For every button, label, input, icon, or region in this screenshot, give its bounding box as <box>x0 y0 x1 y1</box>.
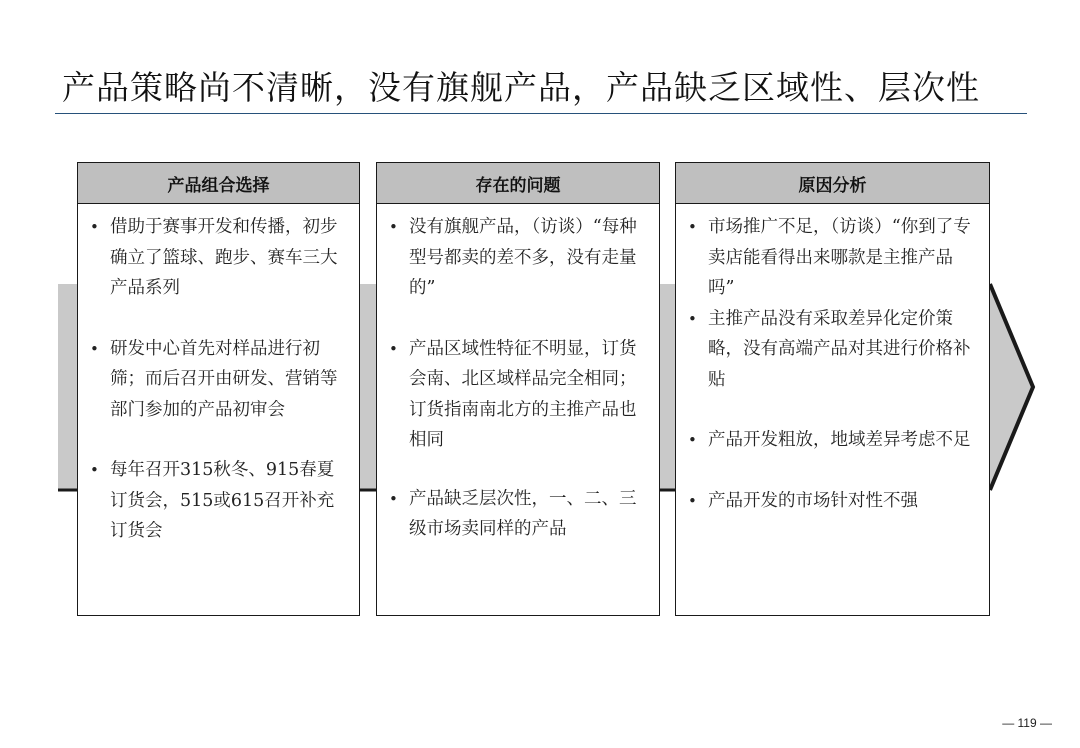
bullet-item <box>387 484 647 545</box>
page-title: 产品策略尚不清晰，没有旗舰产品，产品缺乏区域性、层次性 <box>62 68 980 107</box>
bullet-icon: • <box>90 461 99 479</box>
bullet-item <box>88 334 347 426</box>
column-body <box>78 204 359 547</box>
bullet-text: 每年召开315秋冬、915春夏订货会，515或615召开补充订货会 <box>110 460 335 541</box>
bullet-text: 研发中心首先对样品进行初筛；而后召开由研发、营销等部门参加的产品初审会 <box>110 338 338 420</box>
bullet-text: 产品区域性特征不明显，订货会南、北区域样品完全相同；订货指南南北方的主推产品也相同 <box>409 338 637 450</box>
bullet-item <box>686 425 977 456</box>
bullet-item <box>88 212 347 304</box>
bullet-icon: • <box>688 491 697 510</box>
bullet-item <box>387 334 647 456</box>
column-header: 存在的问题 <box>377 163 659 204</box>
bullet-item <box>387 212 647 304</box>
bullet-item <box>686 486 977 517</box>
bullet-text: 产品开发的市场针对性不强 <box>708 490 918 511</box>
column-problems <box>376 162 660 616</box>
page-number: — 119 — <box>1002 716 1052 730</box>
bullet-icon: • <box>90 339 99 358</box>
column-header: 产品组合选择 <box>78 163 359 204</box>
column-body <box>377 204 659 545</box>
bullet-text: 产品开发粗放，地域差异考虑不足 <box>708 430 971 450</box>
column-body <box>676 204 989 516</box>
bullet-item <box>88 455 347 547</box>
bullet-text: 主推产品没有采取差异化定价策略，没有高端产品对其进行价格补贴 <box>708 308 971 390</box>
bullet-text: 产品缺乏层次性，一、二、三级市场卖同样的产品 <box>409 488 637 539</box>
bullet-icon: • <box>688 309 697 328</box>
bullet-item <box>686 304 977 396</box>
bullet-text: 市场推广不足，（访谈）“你到了专卖店能看得出来哪款是主推产品吗” <box>708 217 971 298</box>
column-cause-analysis <box>675 162 990 616</box>
bullet-item <box>686 212 977 304</box>
bullet-icon: • <box>389 489 398 508</box>
bullet-icon: • <box>90 218 99 236</box>
bullet-icon: • <box>688 218 697 236</box>
bullet-icon: • <box>389 339 398 358</box>
bullet-text: 借助于赛事开发和传播，初步确立了篮球、跑步、赛车三大产品系列 <box>110 217 338 298</box>
bullet-text: 没有旗舰产品，（访谈）“每种型号都卖的差不多，没有走量的” <box>409 217 637 298</box>
column-product-mix <box>77 162 360 616</box>
bullet-icon: • <box>389 218 398 236</box>
bullet-icon: • <box>688 431 697 449</box>
column-header: 原因分析 <box>676 163 989 204</box>
